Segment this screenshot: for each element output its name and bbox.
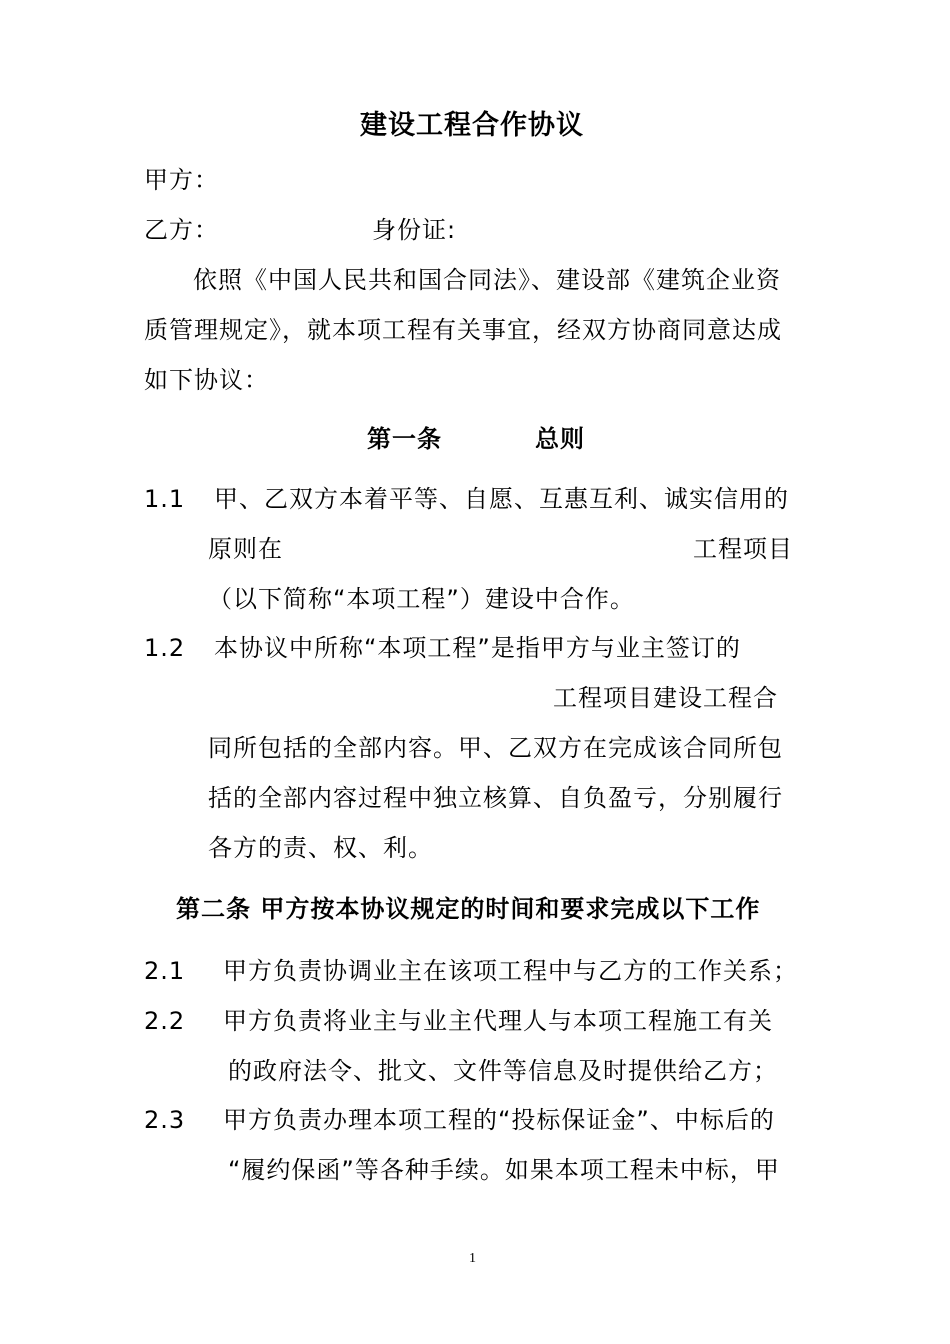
article-1-title: 总则 (535, 425, 585, 453)
intro-line-1: 依照《中国人民共和国合同法》、建设部《建筑企业资 (193, 266, 781, 294)
clause-2-2-line-1: 甲方负责将业主与业主代理人与本项工程施工有关 (223, 1007, 773, 1035)
intro-line-2: 质管理规定》，就本项工程有关事宜，经双方协商同意达成 (144, 316, 782, 344)
party-a-label: 甲方： (144, 166, 219, 194)
clause-1-2-line-5: 各方的责、权、利。 (208, 834, 433, 862)
clause-1-1-line-2-end: 工程项目 (693, 535, 793, 563)
intro-line-3: 如下协议： (144, 366, 269, 394)
id-card-label: 身份证: (372, 216, 457, 244)
clause-1-2-line-4: 括的全部内容过程中独立核算、自负盈亏，分别履行 (208, 784, 783, 812)
clause-1-1-line-1: 甲、乙双方本着平等、自愿、互惠互利、诚实信用的 (214, 485, 789, 513)
clause-2-2-line-2: 的政府法令、批文、文件等信息及时提供给乙方； (228, 1057, 778, 1085)
clause-1-2-number: 1.2 (144, 634, 186, 662)
clause-2-3-line-1: 甲方负责办理本项工程的“投标保证金”、中标后的 (223, 1106, 775, 1134)
clause-1-2-line-1: 本协议中所称“本项工程”是指甲方与业主签订的 (214, 634, 741, 662)
article-2-heading: 第二条 甲方按本协议规定的时间和要求完成以下工作 (176, 895, 761, 923)
clause-1-2-line-3: 同所包括的全部内容。甲、乙双方在完成该合同所包 (208, 734, 783, 762)
clause-2-3-number: 2.3 (144, 1106, 186, 1134)
clause-2-3-line-2: “履约保函”等各种手续。如果本项工程未中标，甲 (228, 1156, 780, 1184)
clause-1-1-number: 1.1 (144, 485, 186, 513)
page-number: 1 (469, 1251, 476, 1266)
document-title: 建设工程合作协议 (360, 110, 584, 141)
clause-2-1-line-1: 甲方负责协调业主在该项工程中与乙方的工作关系； (223, 957, 798, 985)
article-1-number: 第一条 (367, 425, 442, 453)
clause-1-1-line-3: （以下简称“本项工程”）建设中合作。 (208, 585, 635, 613)
clause-1-2-line-2: 工程项目建设工程合 (553, 684, 778, 712)
clause-1-1-line-2: 原则在 (208, 535, 283, 563)
party-b-label: 乙方： (144, 216, 219, 244)
clause-2-2-number: 2.2 (144, 1007, 186, 1035)
clause-2-1-number: 2.1 (144, 957, 186, 985)
